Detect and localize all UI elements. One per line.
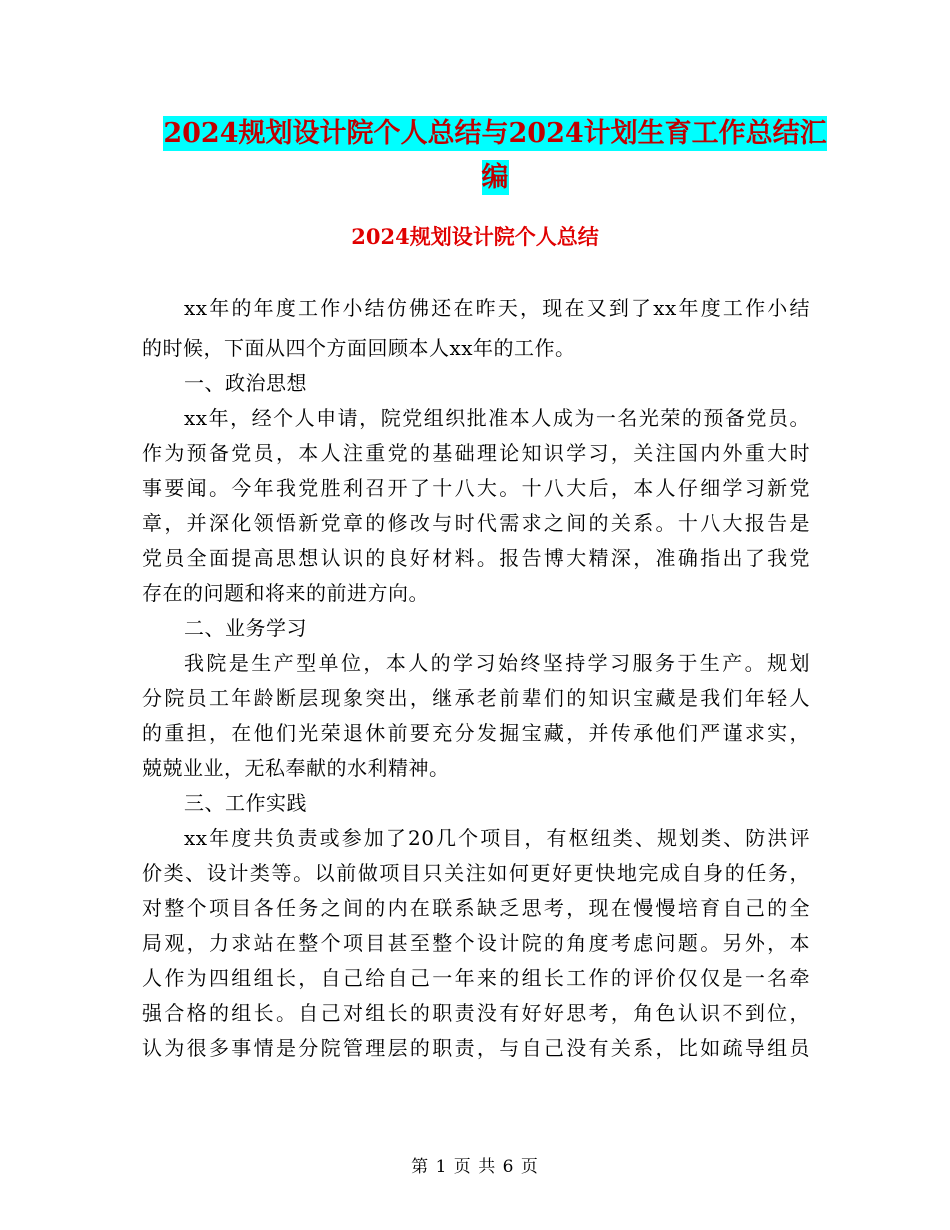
paragraph-line: 分院员工年龄断层现象突出，继承老前辈们的知识宝藏是我们年轻人 [142,686,810,710]
paragraph-line: 党员全面提高思想认识的良好材料。报告博大精深，准确指出了我党 [142,546,810,570]
paragraph-line: 的时候，下面从四个方面回顾本人xx年的工作。 [142,336,576,360]
paragraph-line: 章，并深化领悟新党章的修改与时代需求之间的关系。十八大报告是 [142,511,810,535]
paragraph-line: xx年的年度工作小结仿佛还在昨天，现在又到了xx年度工作小结 [184,296,810,320]
paragraph-line: 我院是生产型单位，本人的学习始终坚持学习服务于生产。规划 [184,651,810,675]
paragraph-line: 的重担，在他们光荣退休前要充分发掘宝藏，并传承他们严谨求实， [142,721,810,745]
paragraph-line: 强合格的组长。自己对组长的职责没有好好思考，角色认识不到位， [142,1001,810,1025]
paragraph-line: 作为预备党员，本人注重党的基础理论知识学习，关注国内外重大时 [142,441,810,465]
section-heading: 三、工作实践 [184,791,307,815]
paragraph-line: xx年度共负责或参加了20几个项目，有枢纽类、规划类、防洪评 [184,826,810,850]
paragraph-line: 认为很多事情是分院管理层的职责，与自己没有关系，比如疏导组员 [142,1036,810,1060]
paragraph-line: 兢兢业业，无私奉献的水利精神。 [142,756,450,780]
document-title [150,112,840,200]
paragraph-line: xx年，经个人申请，院党组织批准本人成为一名光荣的预备党员。 [184,406,810,430]
paragraph-line: 局观，力求站在整个项目甚至整个设计院的角度考虑问题。另外，本 [142,931,810,955]
title-line-1: 2024规划设计院个人总结与2024计划生育工作总结汇 [163,118,827,149]
section-heading: 二、业务学习 [184,616,307,640]
paragraph-line: 对整个项目各任务之间的内在联系缺乏思考，现在慢慢培育自己的全 [142,896,810,920]
paragraph-line: 价类、设计类等。以前做项目只关注如何更好更快地完成自身的任务， [142,861,810,885]
paragraph-line: 存在的问题和将来的前进方向。 [142,581,429,605]
page-footer: 第 1 页 共 6 页 [411,1157,539,1177]
paragraph-line: 人作为四组组长，自己给自己一年来的组长工作的评价仅仅是一名牵 [142,966,810,990]
section-heading: 一、政治思想 [184,371,307,395]
title-line-2: 编 [481,162,509,193]
paragraph-line: 事要闻。今年我党胜利召开了十八大。十八大后，本人仔细学习新党 [142,476,810,500]
section-title: 2024规划设计院个人总结 [351,224,599,249]
